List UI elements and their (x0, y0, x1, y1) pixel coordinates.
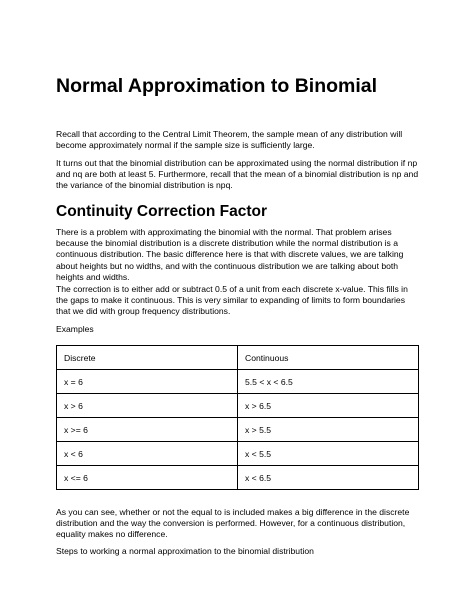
paragraph-binomial-approx (56, 158, 426, 192)
paragraph-conclusion (56, 507, 426, 541)
table-cell: x < 6.5 (238, 466, 419, 490)
paragraph-line: equality makes no difference. (56, 529, 168, 540)
table-header-cell: Discrete (57, 346, 238, 370)
table-cell: x = 6 (57, 370, 238, 394)
examples-label: Examples (56, 324, 94, 334)
page-title: Normal Approximation to Binomial (56, 75, 378, 97)
table-row (57, 394, 419, 418)
paragraph-correction (56, 284, 426, 318)
paragraph-line: and nq are both at least 5. Furthermore, recall that the mean of a binomial distribution is np and (56, 169, 419, 180)
paragraph-clt (56, 129, 426, 151)
paragraph-line: There is a problem with approximating the binomial with the normal. That problem arises (56, 227, 392, 237)
examples-table (56, 345, 419, 490)
table-cell: x > 6 (57, 394, 238, 418)
table-cell: x <= 6 (57, 466, 238, 490)
paragraph-line: It turns out that the binomial distribution can be approximated using the normal distribution if np (56, 158, 418, 168)
paragraph-line: continuous distribution. The basic difference here is that with discrete values, we are talking (56, 249, 404, 260)
paragraph-line: become approximately normal if the sample size is sufficiently large. (56, 140, 315, 151)
paragraph-line: distribution and the way the conversion is performed. However, for a continuous distribution, (56, 518, 406, 529)
table-cell: x > 6.5 (238, 394, 419, 418)
paragraph-line: the variance of the binomial distribution is npq. (56, 180, 233, 191)
section-heading: Continuity Correction Factor (56, 203, 267, 220)
table-row (57, 370, 419, 394)
paragraph-line: the gaps to make it continuous. This is very similar to expanding of limits to form boundaries (56, 295, 406, 306)
table-cell: x < 5.5 (238, 442, 419, 466)
table-cell: x < 6 (57, 442, 238, 466)
table-row (57, 418, 419, 442)
table-cell: 5.5 < x < 6.5 (238, 370, 419, 394)
table-row (57, 442, 419, 466)
paragraph-line: As you can see, whether or not the equal to is included makes a big difference in the discrete (56, 507, 410, 517)
table-cell: x > 5.5 (238, 418, 419, 442)
paragraph-line: heights and widths. (56, 271, 130, 282)
table-header-row (57, 346, 419, 370)
table-cell: x >= 6 (57, 418, 238, 442)
paragraph-steps (56, 546, 426, 557)
paragraph-problem (56, 227, 426, 283)
paragraph-line: The correction is to either add or subtract 0.5 of a unit from each discrete x-value. This fills in (56, 284, 408, 294)
paragraph-line: that we did with group frequency distributions. (56, 306, 231, 317)
table-header-cell: Continuous (238, 346, 419, 370)
paragraph-line: about heights but no widths, and with the continuous distribution we are talking about both (56, 260, 399, 271)
paragraph-line: Recall that according to the Central Limit Theorem, the sample mean of any distribution will (56, 129, 403, 139)
table-row (57, 466, 419, 490)
paragraph-line: Steps to working a normal approximation to the binomial distribution (56, 546, 314, 556)
paragraph-line: because the binomial distribution is a discrete distribution while the normal distribution is a (56, 238, 399, 249)
